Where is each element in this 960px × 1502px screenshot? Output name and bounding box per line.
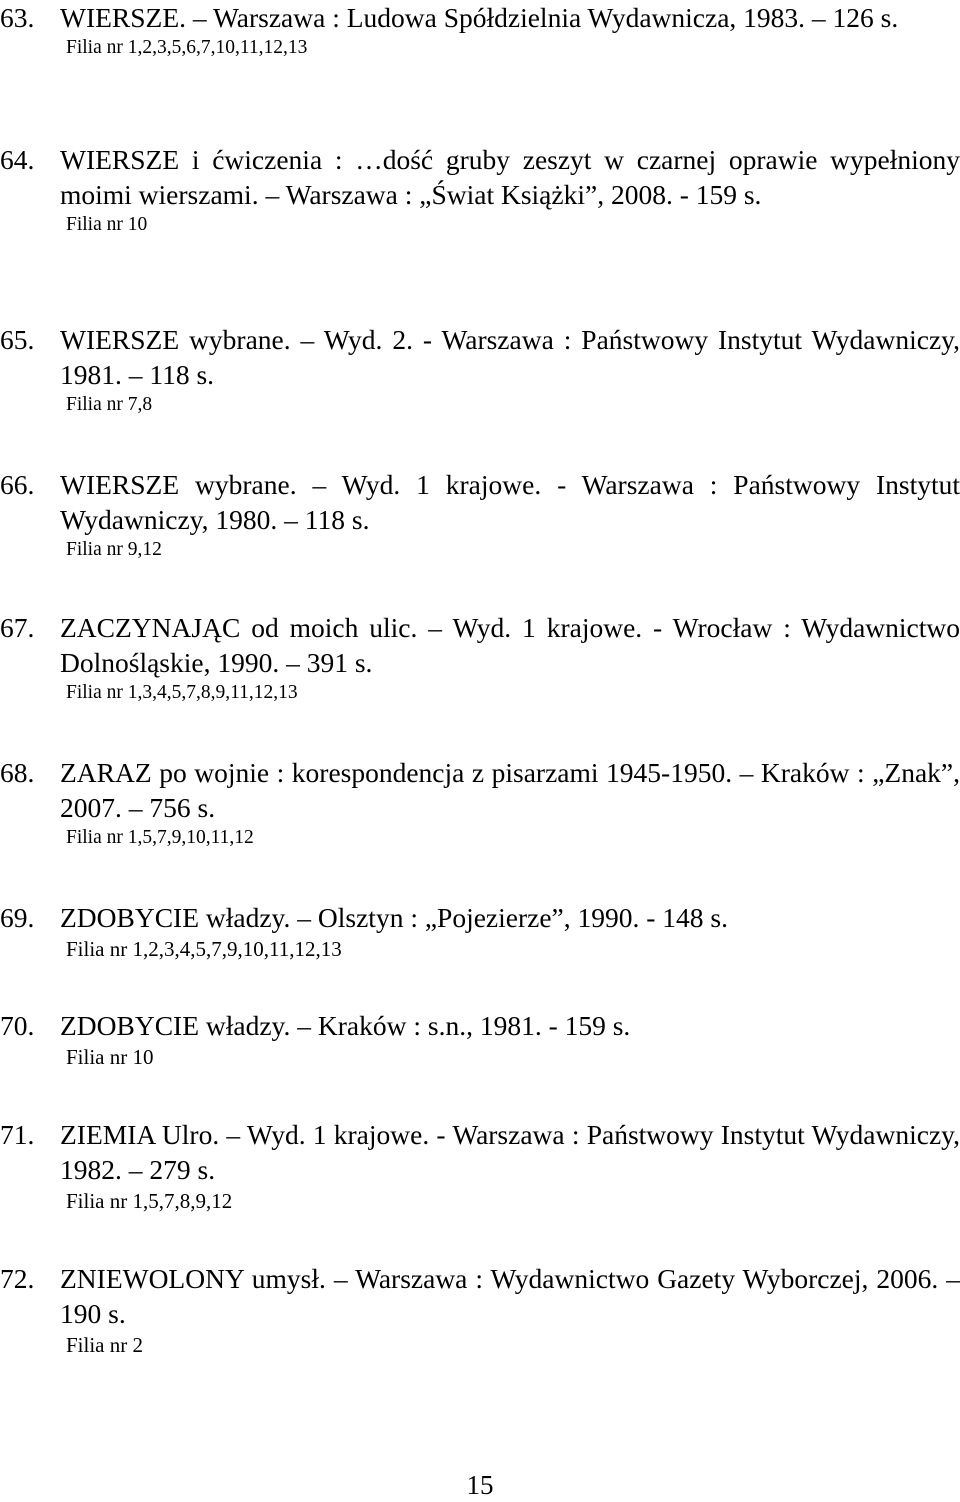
entry-citation: ZNIEWOLONY umysł. – Warszawa : Wydawnictwo Gazety Wyborczej, 2006. – 190 s.: [60, 1263, 960, 1329]
entry-number: 71.: [0, 1119, 35, 1150]
entry-citation: WIERSZE wybrane. – Wyd. 2. - Warszawa : Państwowy Instytut Wydawniczy, 1981. – 118 s.: [60, 324, 960, 390]
entry-branches: Filia nr 1,2,3,5,6,7,10,11,12,13: [66, 37, 308, 58]
entry-branches: Filia nr 10: [66, 1045, 154, 1069]
entry-number: 67.: [0, 612, 35, 643]
bibliography-entry-68: [0, 755, 960, 851]
entry-branches: Filia nr 10: [66, 214, 148, 235]
entry-citation: WIERSZE. – Warszawa : Ludowa Spółdzielnia Wydawnicza, 1983. – 126 s.: [60, 2, 899, 33]
bibliography-entry-69: [0, 900, 960, 963]
entry-number: 72.: [0, 1263, 35, 1294]
entry-branches: Filia nr 7,8: [66, 394, 153, 415]
entry-citation: ZDOBYCIE władzy. – Kraków : s.n., 1981. - 159 s.: [60, 1010, 631, 1041]
entry-branches: Filia nr 1,3,4,5,7,8,9,11,12,13: [66, 682, 298, 703]
page-number: 15: [466, 1470, 494, 1500]
entry-citation: ZARAZ po wojnie : korespondencja z pisarzami 1945-1950. – Kraków : „Znak”, 2007. – 756 s.: [60, 757, 960, 823]
entry-branches: Filia nr 1,5,7,8,9,12: [66, 1189, 233, 1213]
entry-number: 64.: [0, 144, 35, 175]
entry-citation: ZDOBYCIE władzy. – Olsztyn : „Pojezierze”, 1990. - 148 s.: [60, 902, 728, 933]
bibliography-entry-72: [0, 1261, 960, 1359]
entry-branches: Filia nr 1,2,3,4,5,7,9,10,11,12,13: [66, 937, 342, 961]
entry-number: 63.: [0, 2, 35, 33]
bibliography-entry-64: [0, 142, 960, 238]
entry-branches: Filia nr 1,5,7,9,10,11,12: [66, 827, 254, 848]
entry-number: 70.: [0, 1010, 35, 1041]
bibliography-entry-70: [0, 1008, 960, 1071]
entry-branches: Filia nr 2: [66, 1333, 143, 1357]
bibliography-entry-66: [0, 467, 960, 563]
entry-number: 65.: [0, 324, 35, 355]
bibliography-entry-67: [0, 610, 960, 706]
entry-number: 69.: [0, 902, 35, 933]
entry-citation: WIERSZE i ćwiczenia : …dość gruby zeszyt w czarnej oprawie wypełniony moimi wierszami. – Warszawa : „Świat Książki”, 2008. - 159 s.: [60, 144, 960, 210]
entry-citation: ZIEMIA Ulro. – Wyd. 1 krajowe. - Warszawa : Państwowy Instytut Wydawniczy, 1982. – 279 s.: [60, 1119, 960, 1185]
bibliography-entry-63: [0, 0, 960, 61]
entry-branches: Filia nr 9,12: [66, 539, 162, 560]
bibliography-entry-65: [0, 322, 960, 418]
bibliography-entry-71: [0, 1117, 960, 1215]
entry-number: 66.: [0, 469, 35, 500]
entry-citation: WIERSZE wybrane. – Wyd. 1 krajowe. - Warszawa : Państwowy Instytut Wydawniczy, 1980. – 118 s.: [60, 469, 960, 535]
entry-number: 68.: [0, 757, 35, 788]
entry-citation: ZACZYNAJĄC od moich ulic. – Wyd. 1 krajowe. - Wrocław : Wydawnictwo Dolnośląskie, 1990. – 391 s.: [60, 612, 960, 678]
